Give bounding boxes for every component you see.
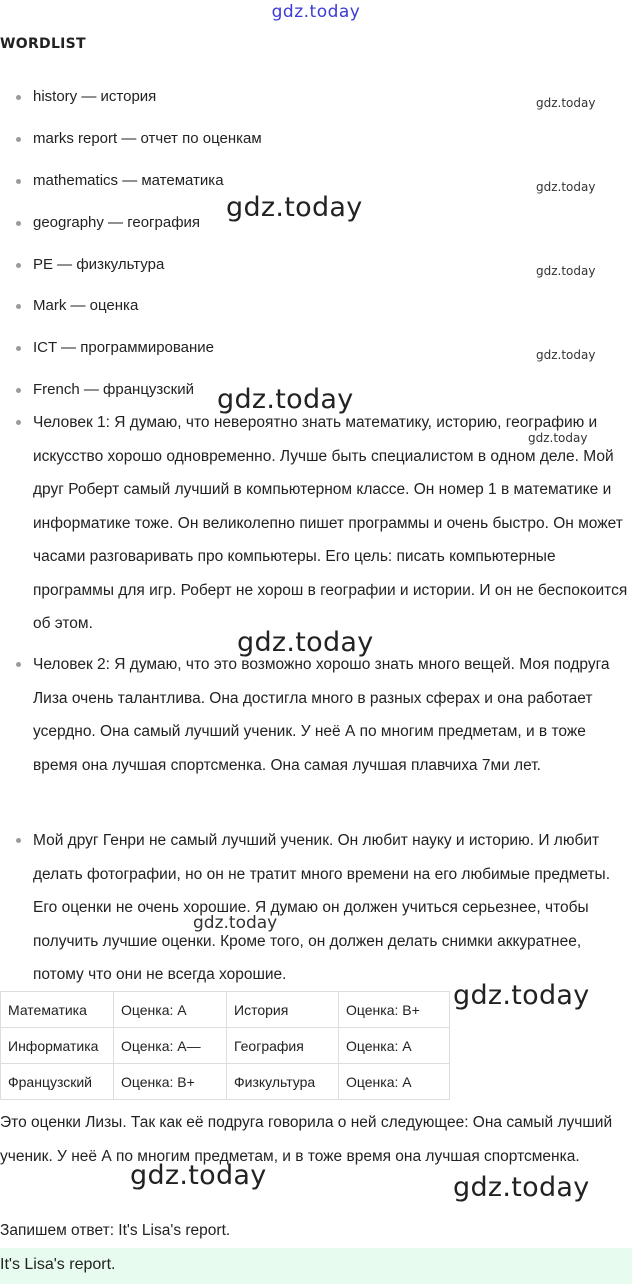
watermark-small: gdz.today xyxy=(536,264,596,278)
grades-table xyxy=(0,991,450,1100)
wordlist-heading: WORDLIST xyxy=(0,36,86,52)
table-cell: Оценка: A xyxy=(114,992,227,1028)
watermark-top: gdz.today xyxy=(271,2,361,22)
bullet-icon xyxy=(16,662,21,667)
wordlist-item-text: PE — физкультура xyxy=(33,256,165,273)
bullet-icon xyxy=(16,388,21,393)
watermark-medium: gdz.today xyxy=(193,913,278,933)
table-cell: История xyxy=(227,992,339,1028)
table-row xyxy=(1,1028,450,1064)
bullet-icon xyxy=(16,221,21,226)
bullet-icon xyxy=(16,838,21,843)
table-cell: Оценка: A xyxy=(339,1064,450,1100)
table-cell: Информатика xyxy=(1,1028,114,1064)
watermark-small: gdz.today xyxy=(536,348,596,362)
table-cell: Французский xyxy=(1,1064,114,1100)
table-cell: География xyxy=(227,1028,339,1064)
table-cell: Математика xyxy=(1,992,114,1028)
wordlist-item-text: Mark — оценка xyxy=(33,297,139,314)
watermark-small: gdz.today xyxy=(536,96,596,110)
wordlist-item-text: mathematics — математика xyxy=(33,172,224,189)
table-row xyxy=(1,1064,450,1100)
bullet-icon xyxy=(16,137,21,142)
watermark-small: gdz.today xyxy=(528,431,588,445)
wordlist-item-text: geography — география xyxy=(33,214,201,231)
explanation-text: Это оценки Лизы. Так как её подруга говорила о ней следующее: Она самый лучший ученик. У неё А по многим предметам, и в тоже время она лучшая спортсменка. xyxy=(0,1114,613,1165)
answer-intro: Запишем ответ: It's Lisa's report. xyxy=(0,1222,231,1239)
table-cell: Оценка: A xyxy=(339,1028,450,1064)
table-cell: Физкультура xyxy=(227,1064,339,1100)
watermark-large: gdz.today xyxy=(453,1172,590,1203)
paragraph-text: Мой друг Генри не самый лучший ученик. Он любит науку и историю. И любит делать фотографии, но он не тратит много времени на его любимые предметы. Его оценки не очень хорошие. Я думаю он должен учиться серьезнее, чтобы получить лучшие оценки. Кроме того, он должен делать снимки аккуратнее, потому что они не всегда хорошие. xyxy=(33,832,611,983)
wordlist-item-text: marks report — отчет по оценкам xyxy=(33,130,262,147)
wordlist-item-text: ICT — программирование xyxy=(33,339,215,356)
paragraph-henry xyxy=(16,824,632,992)
answer-text: It's Lisa's report. xyxy=(0,1256,116,1273)
bullet-icon xyxy=(16,346,21,351)
bullet-icon xyxy=(16,263,21,268)
bullet-icon xyxy=(16,304,21,309)
watermark-large: gdz.today xyxy=(453,980,590,1011)
watermark-large: gdz.today xyxy=(226,192,363,223)
bullet-icon xyxy=(16,179,21,184)
watermark-large: gdz.today xyxy=(217,384,354,415)
watermark-small: gdz.today xyxy=(536,180,596,194)
table-row xyxy=(1,992,450,1028)
bullet-icon xyxy=(16,95,21,100)
paragraph-text: Человек 1: Я думаю, что невероятно знать математику, историю, географию и искусство хорошо одновременно. Лучше быть специалистом в одном деле. Мой друг Роберт самый лучший в компьютерном классе. Он номер 1 в математике и информатике тоже. Он великолепно пишет программы и очень быстро. Он может часами разговаривать про компьютеры. Его цель: писать компьютерные программы для игр. Роберт не хорош в географии и истории. И он не беспокоится об этом. xyxy=(33,414,628,632)
table-cell: Оценка: B+ xyxy=(339,992,450,1028)
watermark-large: gdz.today xyxy=(130,1160,267,1191)
wordlist-item-text: history — история xyxy=(33,88,157,105)
table-cell: Оценка: A— xyxy=(114,1028,227,1064)
watermark-large: gdz.today xyxy=(237,627,374,658)
wordlist-item-text: French — французский xyxy=(33,381,194,398)
table-cell: Оценка: B+ xyxy=(114,1064,227,1100)
bullet-icon xyxy=(16,420,21,425)
paragraph-text: Человек 2: Я думаю, что это возможно хорошо знать много вещей. Моя подруга Лиза очень талантлива. Она достигла много в разных сферах и она работает усердно. Она самый лучший ученик. У неё А по многим предметам, и в тоже время она лучшая спортсменка. Она самая лучшая плавчиха 7ми лет. xyxy=(33,656,610,774)
answer-box xyxy=(0,1248,632,1284)
paragraph-person-2 xyxy=(16,648,632,782)
